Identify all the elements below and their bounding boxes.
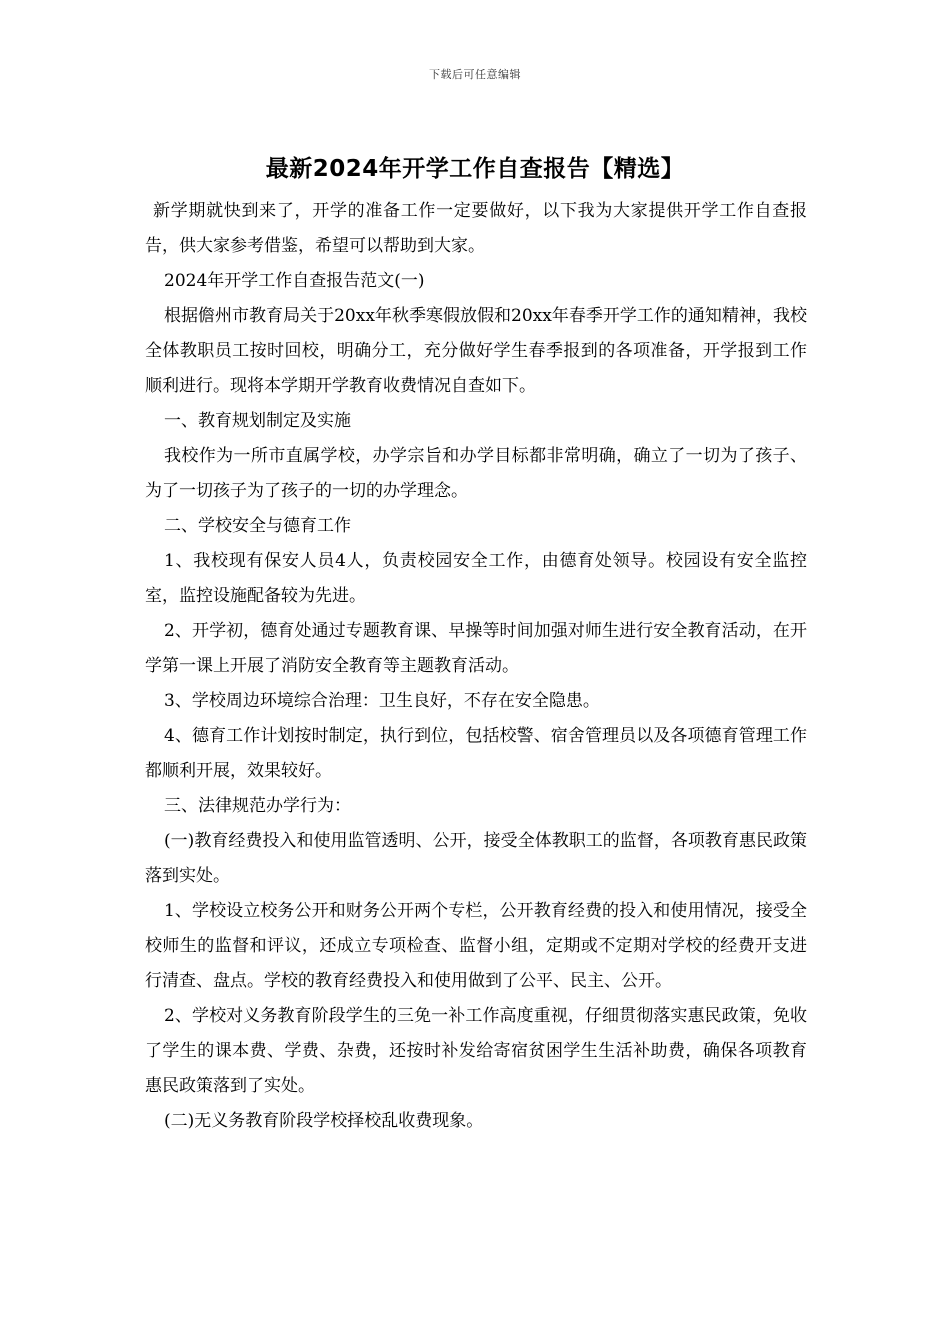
section-heading: 三、法律规范办学行为： (164, 796, 351, 816)
paragraph: 1、学校设立校务公开和财务公开两个专栏，公开教育经费的投入和使用情况，接受全校师生的监督和评议，还成立专项检查、监督小组，定期或不定期对学校的经费开支进行清查、盘点。学校的教育经费投入和使用做到了公平、民主、公开。 (145, 901, 807, 991)
paragraph: 2、开学初，德育处通过专题教育课、早操等时间加强对师生进行安全教育活动，在开学第一课上开展了消防安全教育等主题教育活动。 (145, 621, 807, 676)
section-heading: 一、教育规划制定及实施 (164, 411, 351, 431)
paragraph: 新学期就快到来了，开学的准备工作一定要做好，以下我为大家提供开学工作自查报告，供大家参考借鉴，希望可以帮助到大家。 (145, 201, 807, 256)
paragraph: (一)教育经费投入和使用监管透明、公开，接受全体教职工的监督，各项教育惠民政策落到实处。 (145, 831, 807, 886)
paragraph: (二)无义务教育阶段学校择校乱收费现象。 (164, 1111, 484, 1131)
document-body (145, 194, 807, 1139)
paragraph: 3、学校周边环境综合治理：卫生良好，不存在安全隐患。 (164, 691, 600, 711)
paragraph: 2024年开学工作自查报告范文(一) (164, 271, 425, 291)
document-title: 最新2024年开学工作自查报告【精选】 (265, 156, 685, 182)
paragraph: 根据儋州市教育局关于20xx年秋季寒假放假和20xx年春季开学工作的通知精神，我校全体教职员工按时回校，明确分工，充分做好学生春季报到的各项准备，开学报到工作顺利进行。现将本学期开学教育收费情况自查如下。 (145, 306, 807, 396)
section-heading: 二、学校安全与德育工作 (164, 516, 351, 536)
paragraph: 2、学校对义务教育阶段学生的三免一补工作高度重视，仔细贯彻落实惠民政策，免收了学生的课本费、学费、杂费，还按时补发给寄宿贫困学生生活补助费，确保各项教育惠民政策落到了实处。 (145, 1006, 807, 1096)
paragraph: 1、我校现有保安人员4人，负责校园安全工作，由德育处领导。校园设有安全监控室，监控设施配备较为先进。 (145, 551, 807, 606)
paragraph: 我校作为一所市直属学校，办学宗旨和办学目标都非常明确，确立了一切为了孩子、为了一切孩子为了孩子的一切的办学理念。 (145, 446, 807, 501)
header-note: 下载后可任意编辑 (429, 68, 521, 81)
paragraph: 4、德育工作计划按时制定，执行到位，包括校警、宿舍管理员以及各项德育管理工作都顺利开展，效果较好。 (145, 726, 807, 781)
